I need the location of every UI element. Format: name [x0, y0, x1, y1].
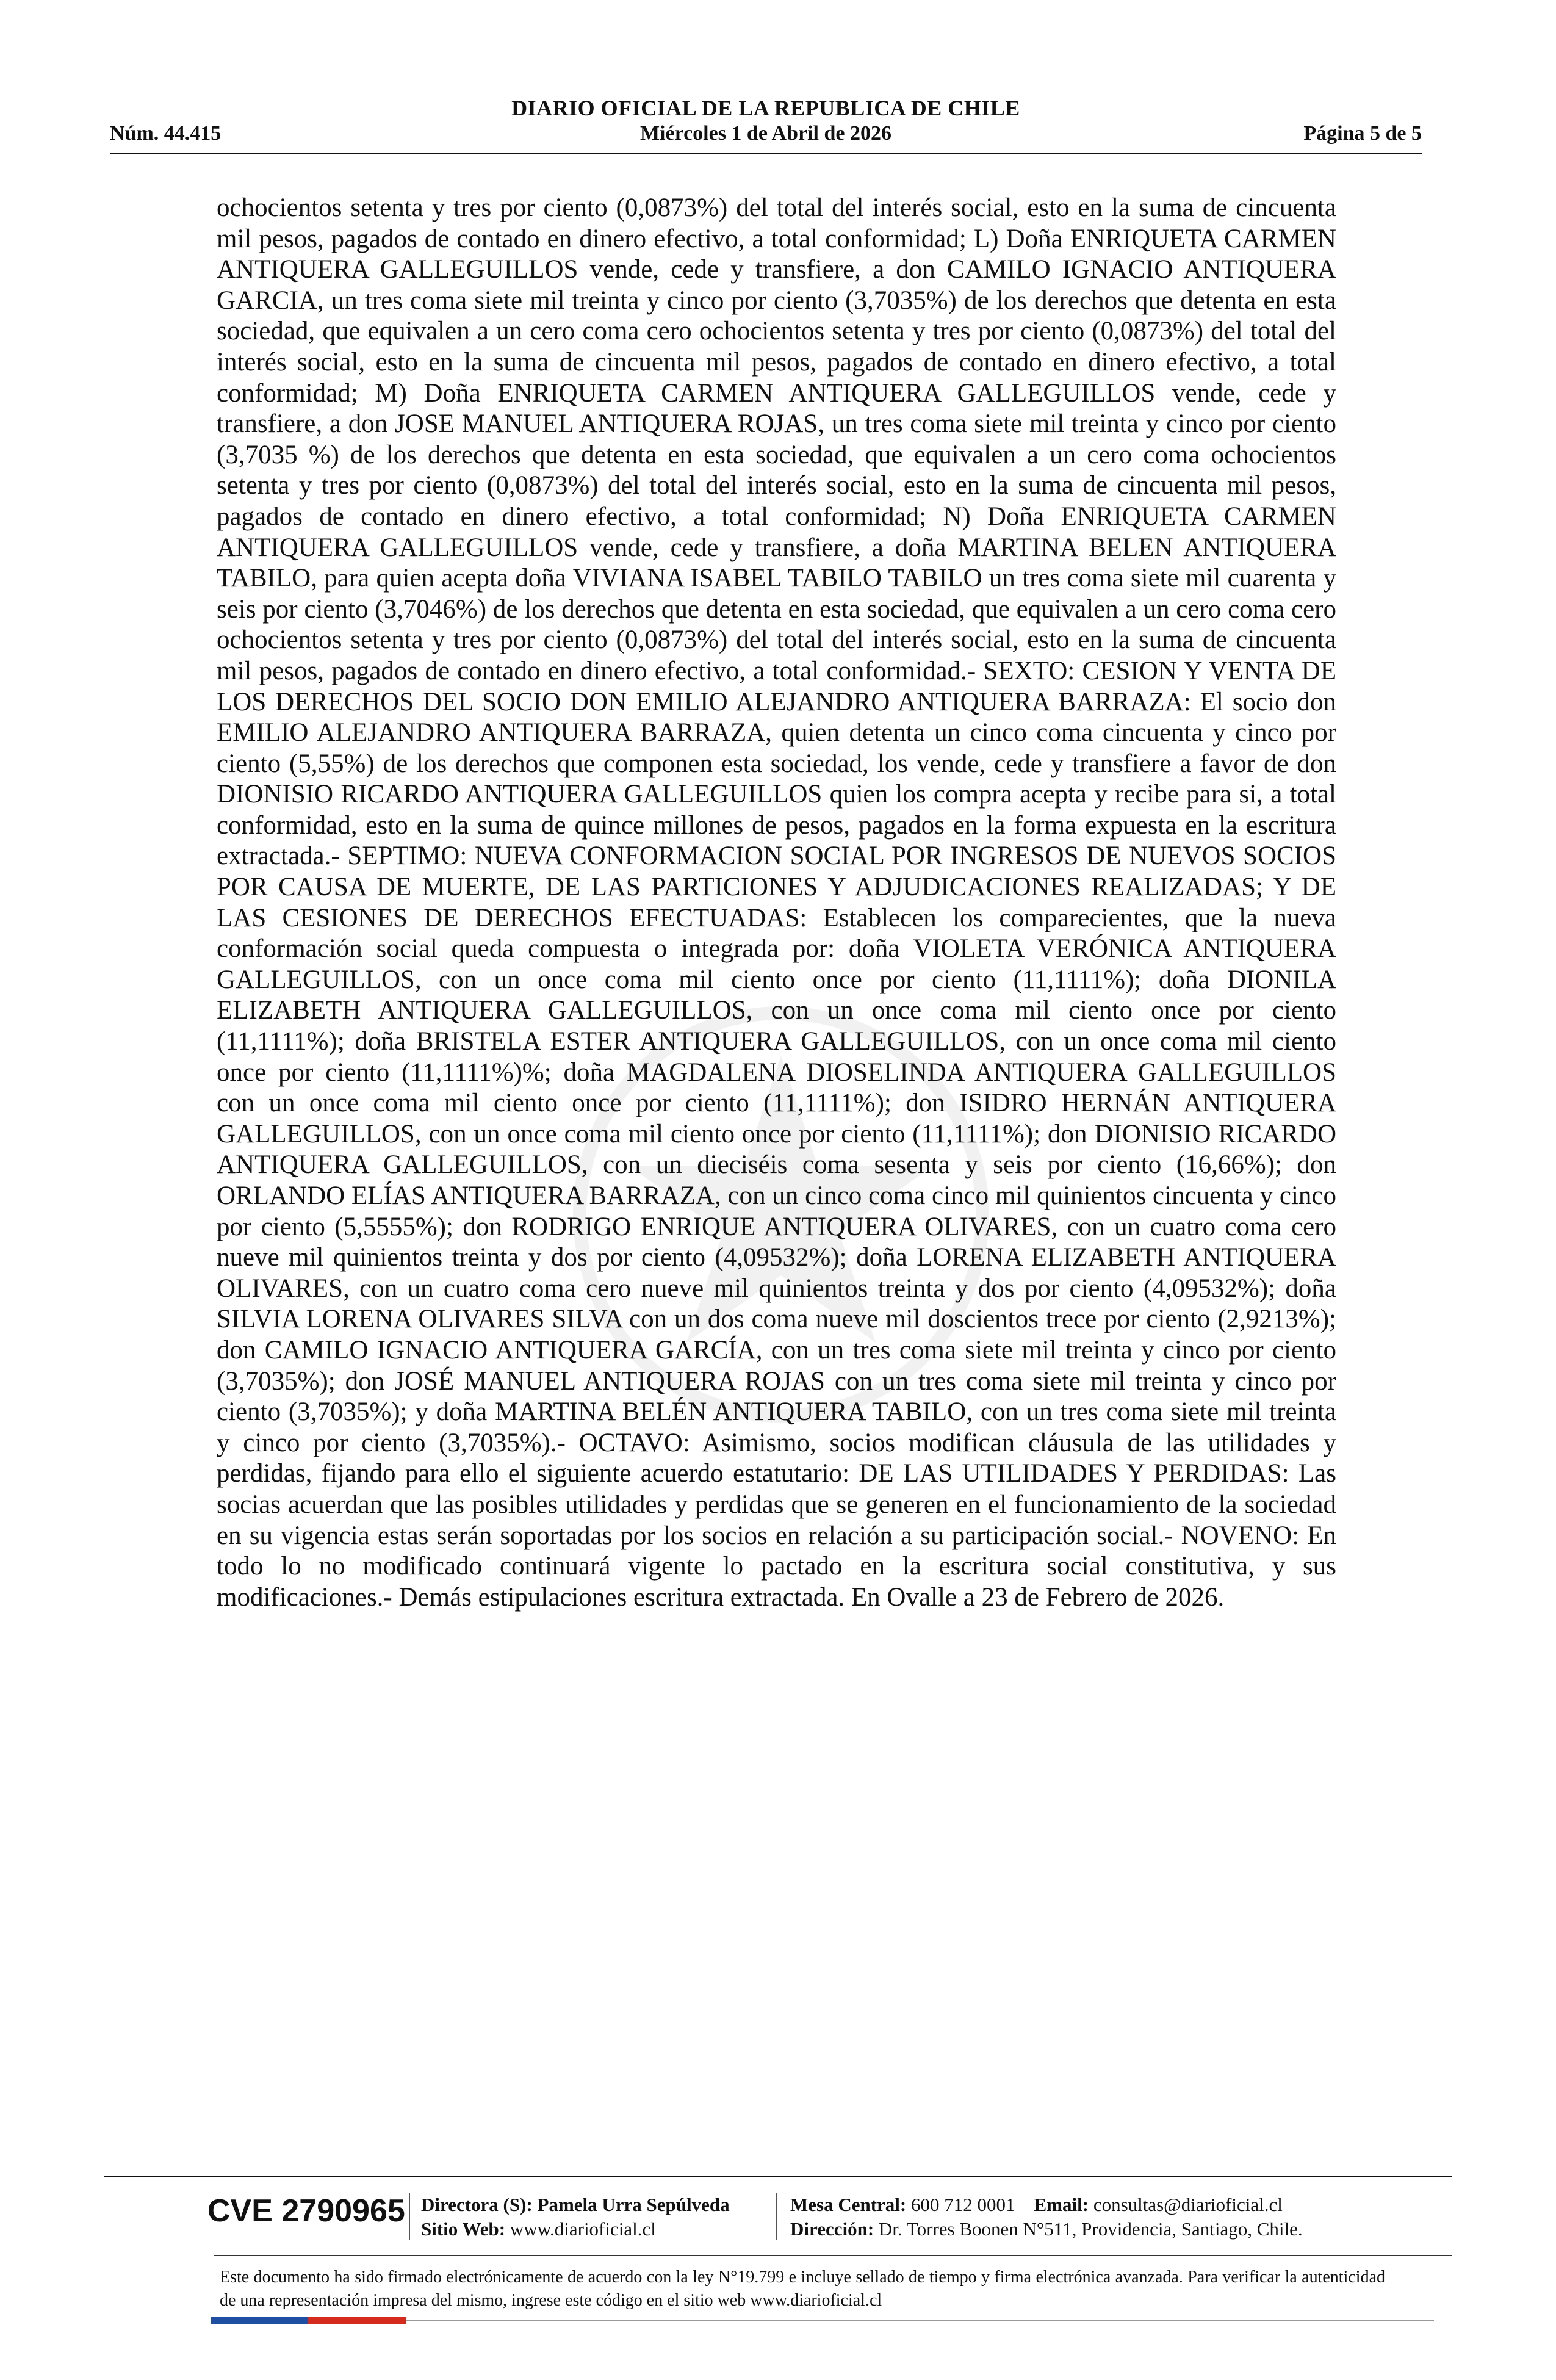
footer-bottom-rule	[406, 2320, 1434, 2321]
footer-contact-right	[790, 2193, 1303, 2241]
direccion-line	[790, 2217, 1303, 2241]
sitio-label: Sitio Web:	[421, 2218, 506, 2240]
flag-stripe	[211, 2317, 406, 2324]
footer-rule	[104, 2176, 1452, 2177]
flag-blue-segment	[211, 2317, 308, 2324]
header-rule	[110, 153, 1422, 154]
legal-notice: Este documento ha sido firmado electrónicamente de acuerdo con la ley N°19.799 e incluye sellado de tiempo y firma electrónica avanzada. Para verificar la autenticidad de una representación impresa del mismo, ingrese este código en el sitio web www.diarioficial.cl	[220, 2268, 1385, 2310]
publication-title: DIARIO OFICIAL DE LA REPUBLICA DE CHILE	[511, 96, 1020, 120]
direccion-label: Dirección:	[790, 2218, 874, 2240]
footer-separator	[214, 2255, 1452, 2256]
cve-code: CVE 2790965	[207, 2193, 405, 2229]
footer-contact-left	[421, 2193, 730, 2241]
page-indicator: Página 5 de 5	[1303, 122, 1422, 145]
direccion-value: Dr. Torres Boonen N°511, Providencia, Santiago, Chile.	[878, 2218, 1303, 2240]
sitio-link[interactable]: www.diarioficial.cl	[510, 2218, 656, 2240]
mesa-line	[790, 2193, 1303, 2217]
footer-divider	[409, 2193, 410, 2240]
page-header	[110, 92, 1422, 153]
directora-line	[421, 2193, 730, 2217]
flag-red-segment	[308, 2317, 406, 2324]
email-link[interactable]: consultas@diarioficial.cl	[1093, 2194, 1283, 2215]
email-label: Email:	[1034, 2194, 1089, 2215]
mesa-label: Mesa Central:	[790, 2194, 907, 2215]
document-body: ochocientos setenta y tres por ciento (0,0873%) del total del interés social, esto en la suma de cincuenta mil pesos, pagados de contado en dinero efectivo, a total conformidad; L) Doña ENRIQUETA CARMEN ANTIQUERA GALLEGUILLOS vende, cede y transfiere, a don CAMILO IGNACIO ANTIQUERA GARCIA, un tres coma siete mil treinta y cinco por ciento (3,7035%) de los derechos que detenta en esta sociedad, que equivalen a un cero coma cero ochocientos setenta y tres por ciento (0,0873%) del total del interés social, esto en la suma de cincuenta mil pesos, pagados de contado en dinero efectivo, a total conformidad; M) Doña ENRIQUETA CARMEN ANTIQUERA GALLEGUILLOS vende, cede y transfiere, a don JOSE MANUEL ANTIQUERA ROJAS, un tres coma siete mil treinta y cinco por ciento (3,7035 %) de los derechos que detenta en esta sociedad, que equivalen a un cero coma ochocientos setenta y tres por ciento (0,0873%) del total del interés social, esto en la suma de cincuenta mil pesos, pagados de contado en dinero efectivo, a total conformidad; N) Doña ENRIQUETA CARMEN ANTIQUERA GALLEGUILLOS vende, cede y transfiere, a doña MARTINA BELEN ANTIQUERA TABILO, para quien acepta doña VIVIANA ISABEL TABILO TABILO un tres coma siete mil cuarenta y seis por ciento (3,7046%) de los derechos que detenta en esta sociedad, que equivalen a un cero coma cero ochocientos setenta y tres por ciento (0,0873%) del total del interés social, esto en la suma de cincuenta mil pesos, pagados de contado en dinero efectivo, a total conformidad.- SEXTO: CESION Y VENTA DE LOS DERECHOS DEL SOCIO DON EMILIO ALEJANDRO ANTIQUERA BARRAZA: El socio don EMILIO ALEJANDRO ANTIQUERA BARRAZA, quien detenta un cinco coma cincuenta y cinco por ciento (5,55%) de los derechos que componen esta sociedad, los vende, cede y transfiere a favor de don DIONISIO RICARDO ANTIQUERA GALLEGUILLOS quien los compra acepta y recibe para si, a total conformidad, esto en la suma de quince millones de pesos, pagados en la forma expuesta en la escritura extractada.- SEPTIMO: NUEVA CONFORMACION SOCIAL POR INGRESOS DE NUEVOS SOCIOS POR CAUSA DE MUERTE, DE LAS PARTICIONES Y ADJUDICACIONES REALIZADAS; Y DE LAS CESIONES DE DERECHOS EFECTUADAS: Establecen los comparecientes, que la nueva conformación social queda compuesta o integrada por: doña VIOLETA VERÓNICA ANTIQUERA GALLEGUILLOS, con un once coma mil ciento once por ciento (11,1111%); doña DIONILA ELIZABETH ANTIQUERA GALLEGUILLOS, con un once coma mil ciento once por ciento (11,1111%); doña BRISTELA ESTER ANTIQUERA GALLEGUILLOS, con un once coma mil ciento once por ciento (11,1111%)%; doña MAGDALENA DIOSELINDA ANTIQUERA GALLEGUILLOS con un once coma mil ciento once por ciento (11,1111%); don ISIDRO HERNÁN ANTIQUERA GALLEGUILLOS, con un once coma mil ciento once por ciento (11,1111%); don DIONISIO RICARDO ANTIQUERA GALLEGUILLOS, con un dieciséis coma sesenta y seis por ciento (16,66%); don ORLANDO ELÍAS ANTIQUERA BARRAZA, con un cinco coma cinco mil quinientos cincuenta y cinco por ciento (5,5555%); don RODRIGO ENRIQUE ANTIQUERA OLIVARES, con un cuatro coma cero nueve mil quinientos treinta y dos por ciento (4,09532%); doña LORENA ELIZABETH ANTIQUERA OLIVARES, con un cuatro coma cero nueve mil quinientos treinta y dos por ciento (4,09532%); doña SILVIA LORENA OLIVARES SILVA con un dos coma nueve mil doscientos trece por ciento (2,9213%); don CAMILO IGNACIO ANTIQUERA GARCÍA, con un tres coma siete mil treinta y cinco por ciento (3,7035%); don JOSÉ MANUEL ANTIQUERA ROJAS con un tres coma siete mil treinta y cinco por ciento (3,7035%); y doña MARTINA BELÉN ANTIQUERA TABILO, con un tres coma siete mil treinta y cinco por ciento (3,7035%).- OCTAVO: Asimismo, socios modifican cláusula de las utilidades y perdidas, fijando para ello el siguiente acuerdo estatutario: DE LAS UTILIDADES Y PERDIDAS: Las socias acuerdan que las posibles utilidades y perdidas que se generen en el funcionamiento de la sociedad en su vigencia estas serán soportadas por los socios en relación a su participación social.- NOVENO: En todo lo no modificado continuará vigente lo pactado en la escritura social constitutiva, y sus modificaciones.- Demás estipulaciones escritura extractada. En Ovalle a 23 de Febrero de 2026.	[217, 193, 1336, 1612]
mesa-phone: 600 712 0001	[911, 2194, 1015, 2215]
page-footer	[104, 2176, 1452, 2359]
directora-name: Pamela Urra Sepúlveda	[537, 2194, 730, 2215]
issue-number: Núm. 44.415	[110, 122, 222, 145]
sitio-line	[421, 2217, 730, 2241]
directora-label: Directora (S):	[421, 2194, 533, 2215]
issue-date: Miércoles 1 de Abril de 2026	[639, 122, 892, 145]
footer-divider	[776, 2193, 777, 2240]
